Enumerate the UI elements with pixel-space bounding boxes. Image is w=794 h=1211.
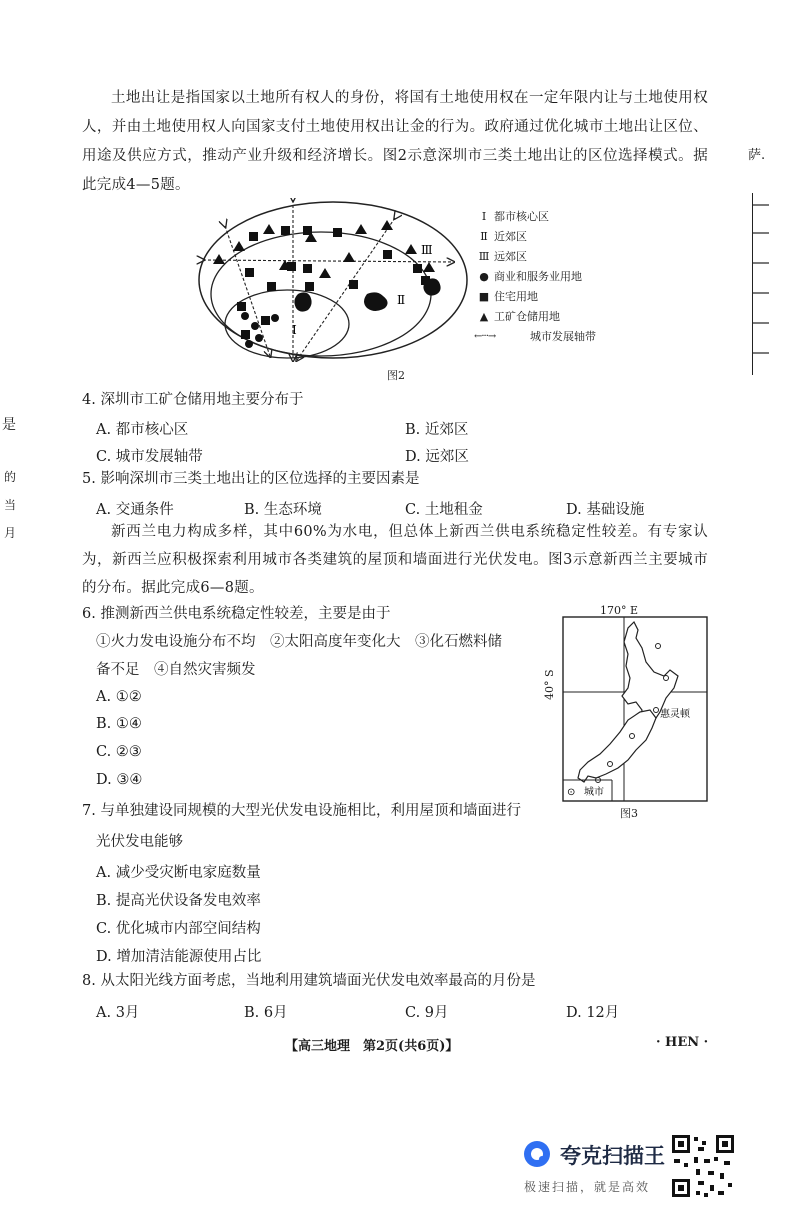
- city-legend-label: 城市: [584, 787, 604, 798]
- legend-label-axis: 城市发展轴带: [530, 330, 596, 343]
- fig3-longitude-label: 170° E: [600, 604, 639, 617]
- edge-fragment-left-3: 当: [4, 498, 17, 512]
- qr-code-icon: [670, 1133, 736, 1199]
- q5-option-c: C. 土地租金: [405, 502, 483, 518]
- residential-markers: [237, 226, 430, 339]
- q8-option-c: C. 9月: [405, 1005, 449, 1021]
- q8-stem: 8. 从太阳光线方面考虑，当地利用建筑墙面光伏发电效率最高的月份是: [82, 973, 536, 989]
- q7-option-d: D. 增加清洁能源使用占比: [96, 949, 262, 965]
- legend-label-suburb: 近郊区: [494, 230, 527, 243]
- square-icon: ■: [478, 289, 490, 303]
- legend-label-residential: 住宅用地: [494, 290, 538, 303]
- q4-option-d: D. 远郊区: [405, 449, 469, 465]
- legend-item-outer: [474, 246, 596, 266]
- edge-fragment-left-4: 月: [4, 526, 17, 540]
- q7-stem-line-1: 7. 与单独建设同规模的大型光伏发电设施相比，利用屋顶和墙面进行: [82, 803, 521, 819]
- edge-ruler: [752, 193, 791, 375]
- q6-statements-line-2: 备不足 ④自然灾害频发: [96, 662, 256, 678]
- q5-stem: 5. 影响深圳市三类土地出让的区位选择的主要因素是: [82, 471, 420, 487]
- q4-stem: 4. 深圳市工矿仓储用地主要分布于: [82, 392, 304, 408]
- q6-option-b: B. ①④: [96, 716, 142, 732]
- q5-option-a: A. 交通条件: [96, 502, 174, 518]
- q4-option-c: C. 城市发展轴带: [96, 449, 203, 465]
- page-footer: 【高三地理 第2页(共6页)】: [285, 1039, 459, 1054]
- q7-option-b: B. 提高光伏设备发电效率: [96, 893, 261, 909]
- legend-item-core: [474, 206, 596, 226]
- legend-item-axis: [474, 326, 596, 346]
- q4-option-a: A. 都市核心区: [96, 422, 189, 438]
- figure-3-map: [562, 616, 708, 802]
- intro-paragraph-1: 土地出让是指国家以土地所有权人的身份，将国有土地使用权在一定年限内让与土地使用权人，并由土地使用权人向国家支付土地使用权出让金的行为。政府通过优化城市土地出让区位、用途及供应方式，推动产业升级和经济增长。图2示意深圳市三类土地出让的区位选择模式。据此完成4—5题。: [82, 90, 708, 193]
- figure-3-caption: 图3: [620, 807, 638, 820]
- residential-clusters: [294, 278, 440, 311]
- south-island: [578, 710, 656, 782]
- legend-label-core: 都市核心区: [494, 210, 549, 223]
- legend-label-outer: 远郊区: [494, 250, 527, 263]
- q8-option-d: D. 12月: [566, 1005, 620, 1021]
- intro-paragraph-2: 新西兰电力构成多样，其中60%为水电，但总体上新西兰供电系统稳定性较差。有专家认为，新西兰应积极探索利用城市各类建筑的屋顶和墙面进行光伏发电。图3示意新西兰主要城市的分布。据此完成6—8题。: [82, 524, 708, 596]
- q6-statements-line-1: ①火力发电设施分布不均 ②太阳高度年变化大 ③化石燃料储: [96, 634, 502, 650]
- city-legend-symbol: ⊙: [567, 787, 576, 798]
- legend-symbol-ii: Ⅱ: [480, 229, 488, 243]
- quark-logo-icon: [522, 1139, 552, 1169]
- fig3-latitude-label: 40° S: [543, 669, 556, 700]
- q8-option-b: B. 6月: [244, 1005, 288, 1021]
- legend-item-suburb: [474, 226, 596, 246]
- zone-iii-label: Ⅲ: [421, 243, 433, 257]
- edge-fragment-right: 萨.: [748, 148, 766, 163]
- brand-slogan: 极速扫描，就是高效: [524, 1180, 651, 1194]
- edge-fragment-left-1: 是: [2, 417, 16, 433]
- figure-2-caption: 图2: [387, 369, 405, 382]
- zone-i-ring: [225, 290, 349, 358]
- legend-label-commercial: 商业和服务业用地: [494, 270, 582, 283]
- q6-option-a: A. ①②: [96, 689, 142, 705]
- brand-name: 夸克扫描王: [560, 1144, 665, 1168]
- q6-stem: 6. 推测新西兰供电系统稳定性较差，主要是由于: [82, 606, 391, 622]
- q6-option-c: C. ②③: [96, 744, 142, 760]
- figure-2-diagram: [195, 198, 470, 366]
- q7-stem-line-2: 光伏发电能够: [96, 834, 183, 850]
- q5-option-b: B. 生态环境: [244, 502, 322, 518]
- triangle-icon: ▲: [479, 309, 489, 323]
- legend-symbol-iii: Ⅲ: [478, 249, 490, 263]
- legend-label-industrial: 工矿仓储用地: [494, 310, 560, 323]
- figure-2-legend: [474, 206, 596, 346]
- edge-fragment-left-2: 的: [4, 470, 17, 484]
- circle-icon: ●: [479, 269, 489, 283]
- axis-horizontal: [203, 260, 453, 262]
- q5-option-d: D. 基础设施: [566, 502, 645, 518]
- legend-symbol-i: Ⅰ: [481, 209, 487, 223]
- legend-item-residential: [474, 286, 596, 306]
- zone-i-label: Ⅰ: [292, 323, 297, 337]
- q7-option-a: A. 减少受灾断电家庭数量: [96, 865, 261, 881]
- q4-option-b: B. 近郊区: [405, 422, 469, 438]
- q7-option-c: C. 优化城市内部空间结构: [96, 921, 261, 937]
- q6-option-d: D. ③④: [96, 772, 143, 788]
- legend-item-industrial: [474, 306, 596, 326]
- city-label-wellington: 惠灵顿: [660, 709, 690, 720]
- q8-option-a: A. 3月: [96, 1005, 140, 1021]
- legend-item-commercial: [474, 266, 596, 286]
- exam-code: · HEN ·: [656, 1035, 709, 1050]
- zone-ii-label: Ⅱ: [397, 293, 406, 307]
- double-arrow-icon: ←···→: [474, 330, 496, 342]
